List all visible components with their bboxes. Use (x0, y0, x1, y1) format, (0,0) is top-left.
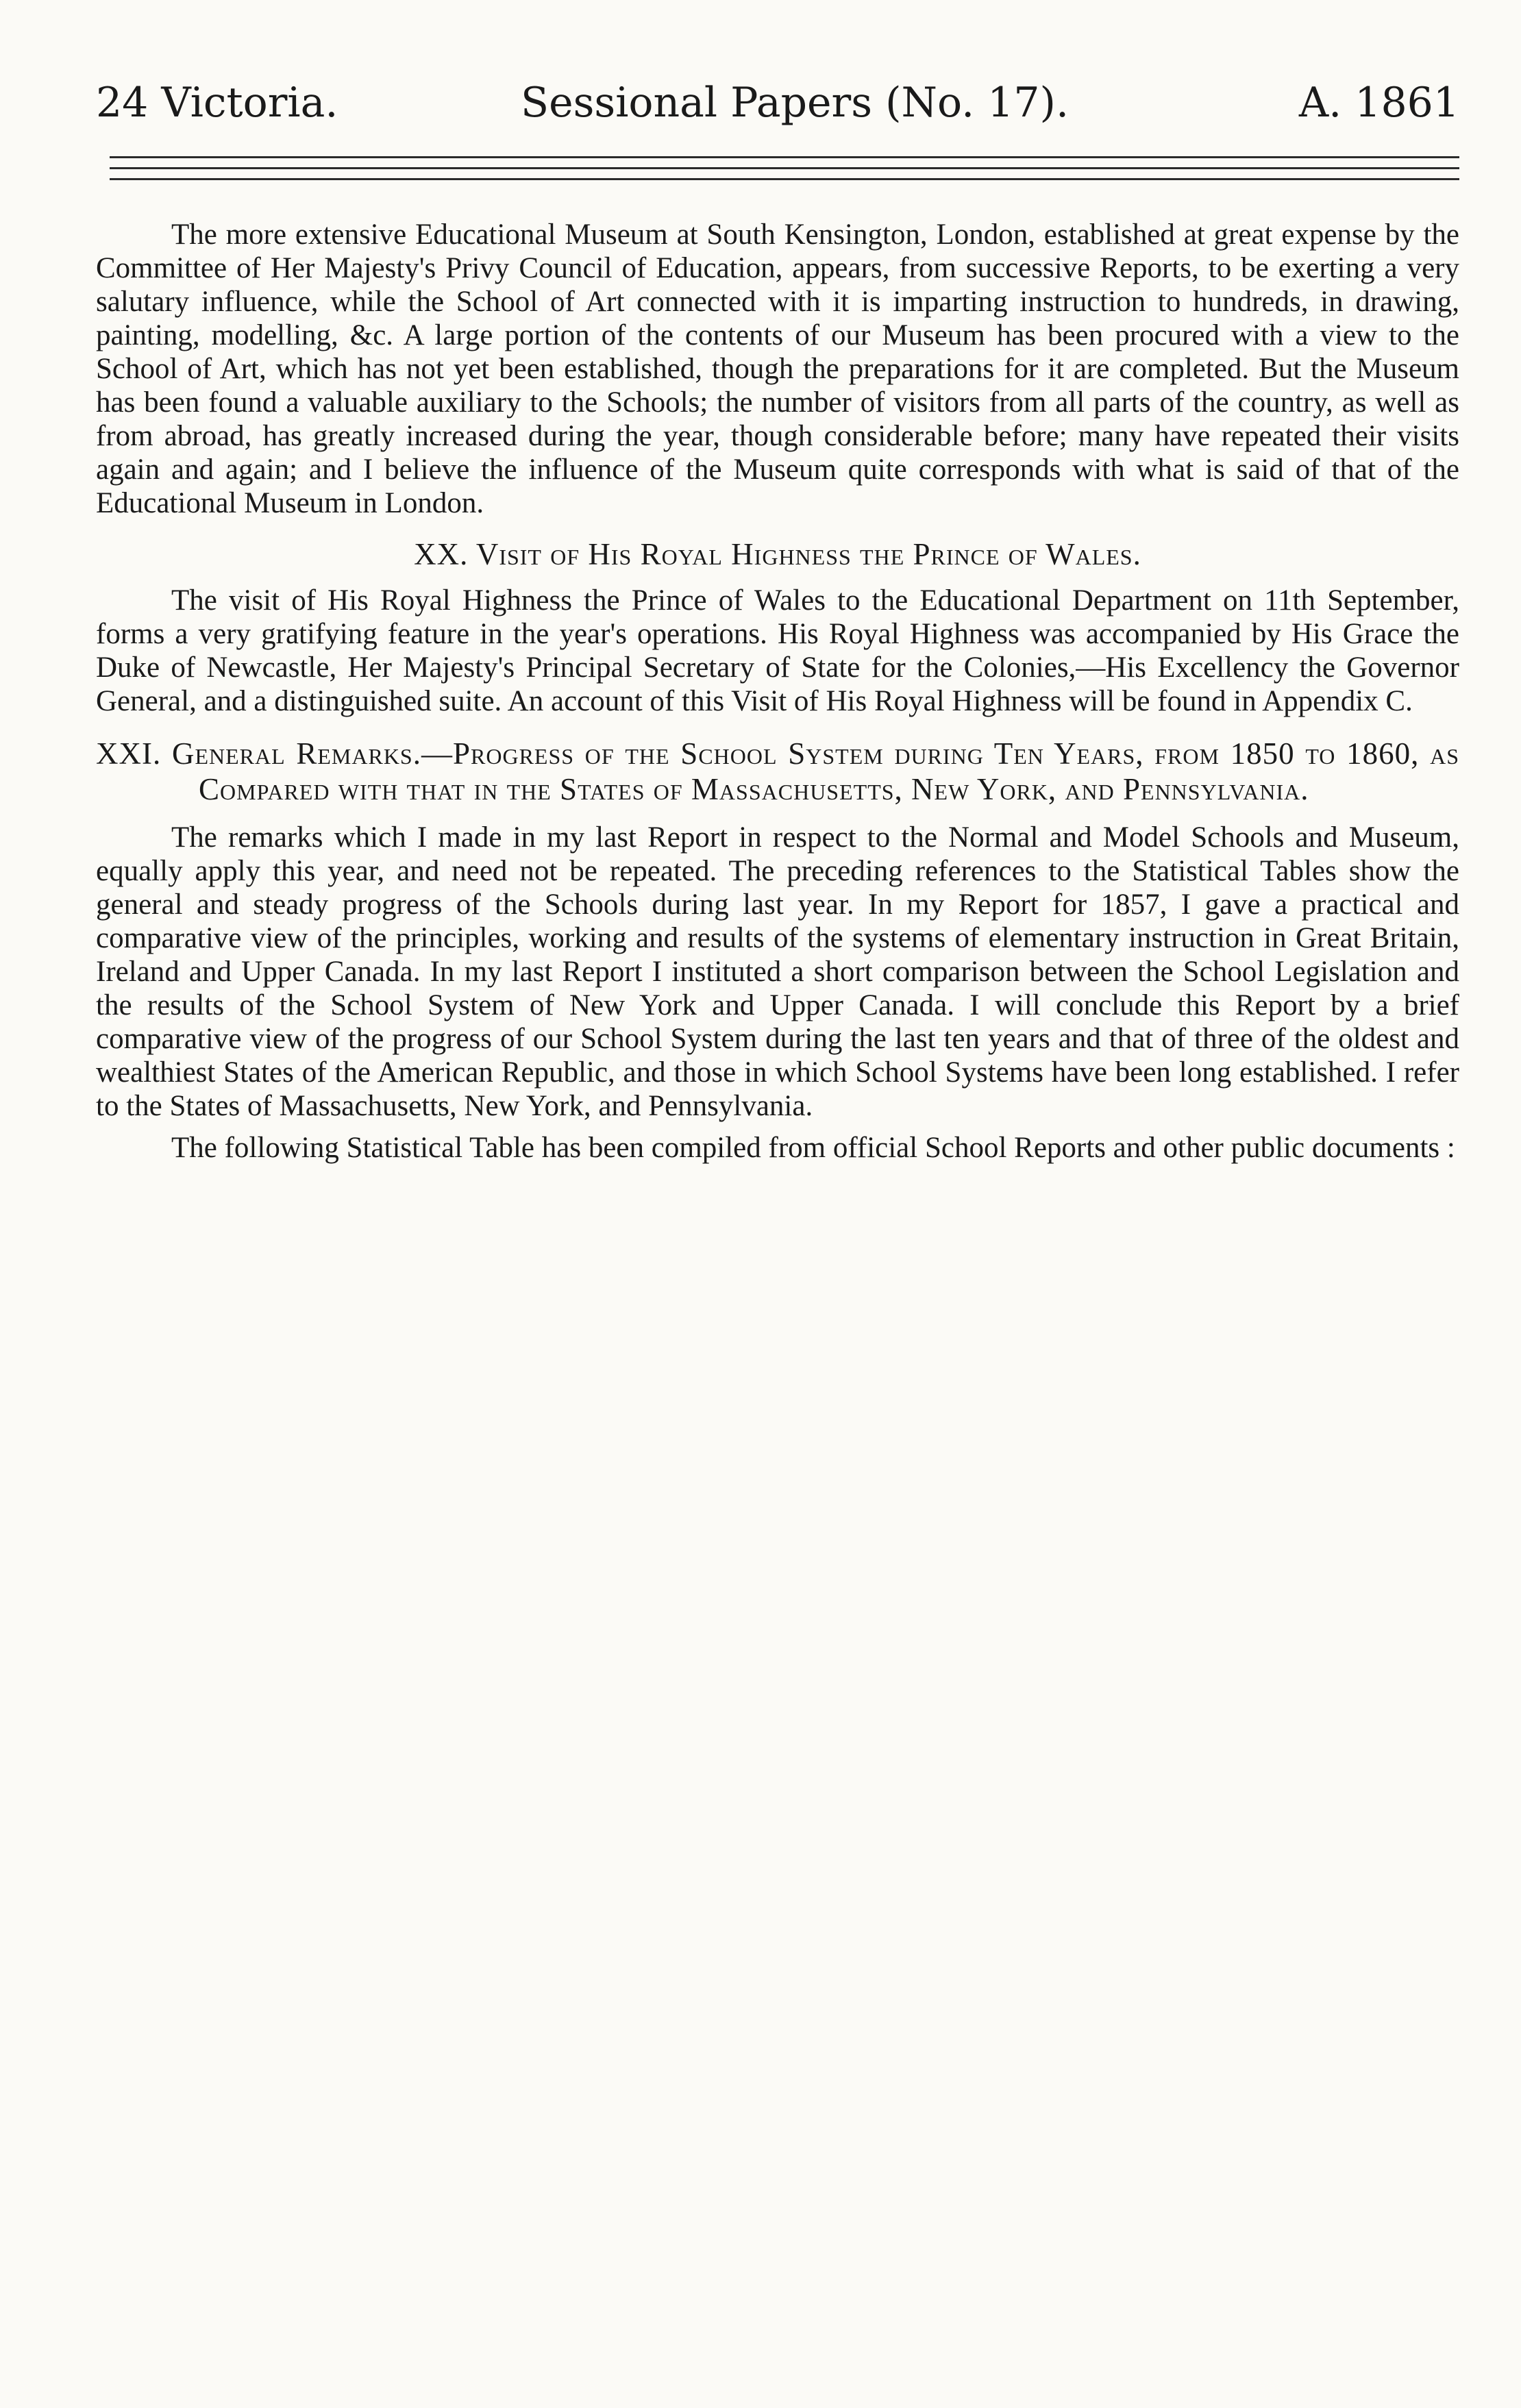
document-page (96, 0, 1459, 2408)
header-year: A. 1861 (1298, 79, 1459, 127)
paragraph-royal-visit: The visit of His Royal Highness the Prince of Wales to the Educational Department on 11th September, forms a very gratifying feature in the year's operations. His Royal Highness was accompanied by His Grace the Duke of Newcastle, Her Majesty's Principal Secretary of State for the Colonies,—His Excellency the Governor General, and a distinguished suite. An account of this Visit of His Royal Highness will be found in Appendix C. (96, 584, 1459, 717)
header-rule-middle (110, 167, 1459, 169)
section-heading-xx: XX. Visit of His Royal Highness the Prince of Wales. (414, 537, 1141, 571)
paragraph-statistical-table-intro: The following Statistical Table has been compiled from official School Reports and other public documents : (171, 1132, 1455, 1164)
body-text (96, 218, 1459, 1173)
header-rule-top (110, 156, 1459, 158)
paragraph-general-remarks: The remarks which I made in my last Report in respect to the Normal and Model Schools and Museum, equally apply this year, and need not be repeated. The preceding references to the Statistical Tables show the general and steady progress of the Schools during last year. In my Report for 1857, I gave a practical and comparative view of the principles, working and results of the systems of elementary instruction in Great Britain, Ireland and Upper Canada. In my last Report I instituted a short comparison between the School Legislation and the results of the School System of New York and Upper Canada. I will conclude this Report by a brief comparative view of the progress of our School System during the last ten years and that of three of the oldest and wealthiest States of the American Republic, and those in which School Systems have been long established. I refer to the States of Massachusetts, New York, and Pennsylvania. (96, 821, 1459, 1122)
header-title: Sessional Papers (No. 17). (521, 79, 1069, 127)
header-rule-bottom (110, 178, 1459, 180)
paragraph-museum: The more extensive Educational Museum at South Kensington, London, established at great expense by the Committee of Her Majesty's Privy Council of Education, appears, from successive Reports, to be exerting a very salutary influence, while the School of Art connected with it is imparting instruction to hundreds, in drawing, painting, modelling, &c. A large portion of the contents of our Museum has been procured with a view to the School of Art, which has not yet been established, though the preparations for it are completed. But the Museum has been found a valuable auxiliary to the Schools; the number of visitors from all parts of the country, as well as from abroad, has greatly increased during the year, though considerable before; many have repeated their visits again and again; and I believe the influence of the Museum quite corresponds with what is said of that of the Educational Museum in London. (96, 219, 1459, 519)
section-heading-xxi: XXI. General Remarks.—Progress of the School System during Ten Years, from 1850 to 1860, as Compared with that in the States of Massachusetts, New York, and Pennsylvania. (96, 736, 1459, 806)
running-head (96, 75, 1459, 130)
header-session: 24 Victoria. (96, 79, 338, 127)
